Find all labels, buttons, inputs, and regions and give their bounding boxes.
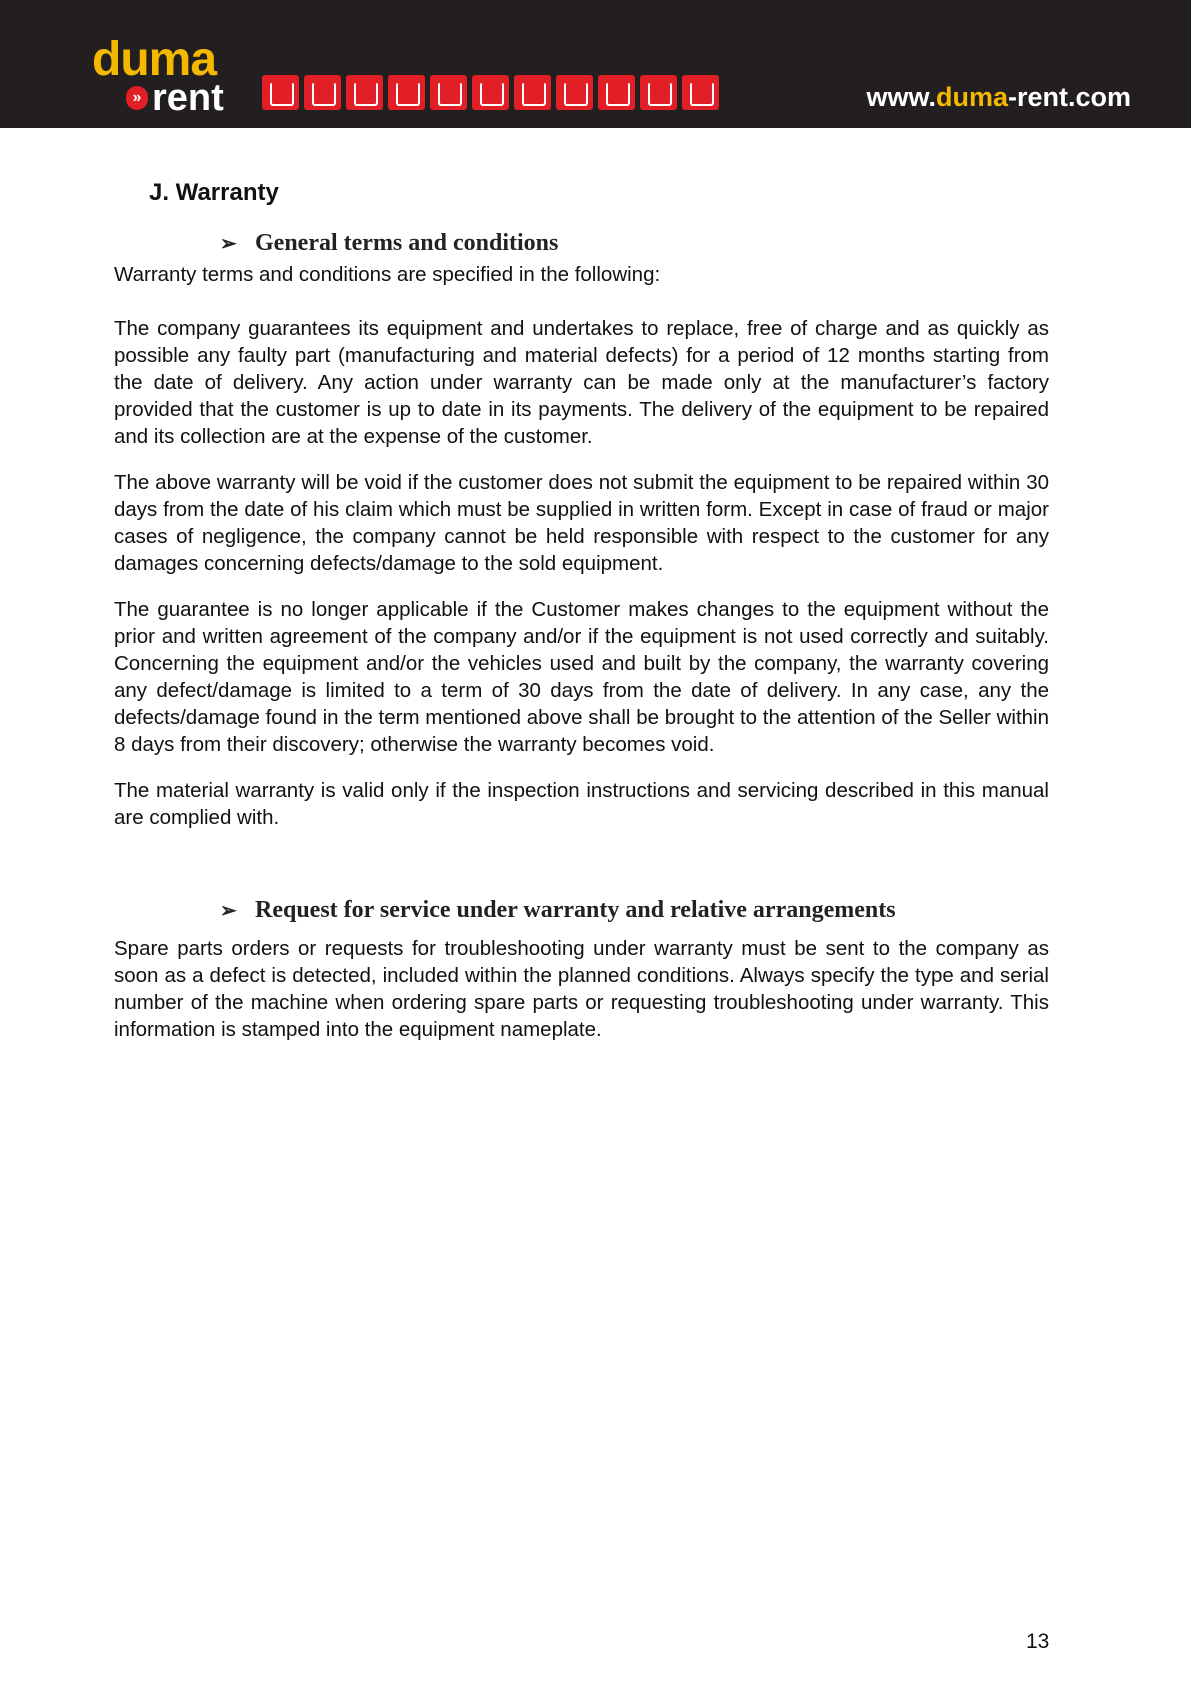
url-suffix: -rent.com bbox=[1007, 82, 1131, 112]
subheading-text: General terms and conditions bbox=[255, 230, 559, 256]
url-highlight: duma bbox=[935, 82, 1008, 112]
page-header bbox=[0, 0, 1191, 128]
subheading-text: Request for service under warranty and relative arrangements bbox=[255, 897, 896, 923]
telehandler-icon bbox=[598, 75, 635, 110]
scissor-lift-icon bbox=[346, 75, 383, 110]
loader-icon bbox=[262, 75, 299, 110]
forklift-icon bbox=[304, 75, 341, 110]
logo-rent-text: rent bbox=[152, 77, 224, 119]
section-title: J. Warranty bbox=[149, 179, 279, 206]
equipment-icon-strip bbox=[262, 75, 719, 110]
paragraph-not-applicable: The guarantee is no longer applicable if the Customer makes changes to the equipment without the prior and written agreement of the company and/or if the equipment is not used correctly and suitably. Concerning the equipment and/or the vehicles used and built by the company, the warranty covering any defect/damage is limited to a term of 30 days from the date of delivery. In any case, any the defects/damage found in the term mentioned above shall be brought to the attention of the Seller within 8 days from their discovery; otherwise the warranty becomes void. bbox=[114, 598, 1049, 756]
page-number: 13 bbox=[1026, 1630, 1050, 1653]
logo-arrow-icon: » bbox=[126, 86, 148, 110]
arrow-bullet-icon: ➢ bbox=[220, 900, 237, 922]
duma-rent-logo bbox=[92, 33, 242, 119]
wheel-loader-icon bbox=[430, 75, 467, 110]
url-prefix: www. bbox=[866, 82, 936, 112]
paragraph-void: The above warranty will be void if the customer does not submit the equipment to be repaired within 30 days from the date of his claim which must be supplied in written form. Except in case of fraud or major cases of negligence, the company cannot be held responsible with respect to the customer for any damages concerning defects/damage to the sold equipment. bbox=[114, 471, 1049, 575]
logo-duma-text: duma bbox=[92, 33, 217, 86]
intro-paragraph: Warranty terms and conditions are specified in the following: bbox=[114, 263, 661, 286]
paragraph-guarantee: The company guarantees its equipment and undertakes to replace, free of charge and as quickly as possible any faulty part (manufacturing and material defects) for a period of 12 months starting from the date of delivery. Any action under warranty can be made only at the manufacturer’s factory provided that the customer is up to date in its payments. The delivery of the equipment to be repaired and its collection are at the expense of the customer. bbox=[114, 317, 1049, 448]
boom-lift-icon bbox=[514, 75, 551, 110]
subheading-general-terms bbox=[220, 230, 558, 257]
excavator-icon bbox=[556, 75, 593, 110]
paragraph-material-warranty: The material warranty is valid only if the inspection instructions and servicing described in this manual are complied with. bbox=[114, 779, 1049, 829]
website-url bbox=[866, 82, 1131, 113]
crane-icon bbox=[640, 75, 677, 110]
subheading-service-request bbox=[220, 897, 896, 924]
trailer-icon bbox=[682, 75, 719, 110]
paragraph-service: Spare parts orders or requests for troubleshooting under warranty must be sent to the company as soon as a defect is detected, included within the planned conditions. Always specify the type and serial number of the machine when ordering spare parts or requesting troubleshooting under warranty. This information is stamped into the equipment nameplate. bbox=[114, 937, 1049, 1041]
mini-excavator-icon bbox=[388, 75, 425, 110]
arrow-bullet-icon: ➢ bbox=[220, 233, 237, 255]
dumper-icon bbox=[472, 75, 509, 110]
